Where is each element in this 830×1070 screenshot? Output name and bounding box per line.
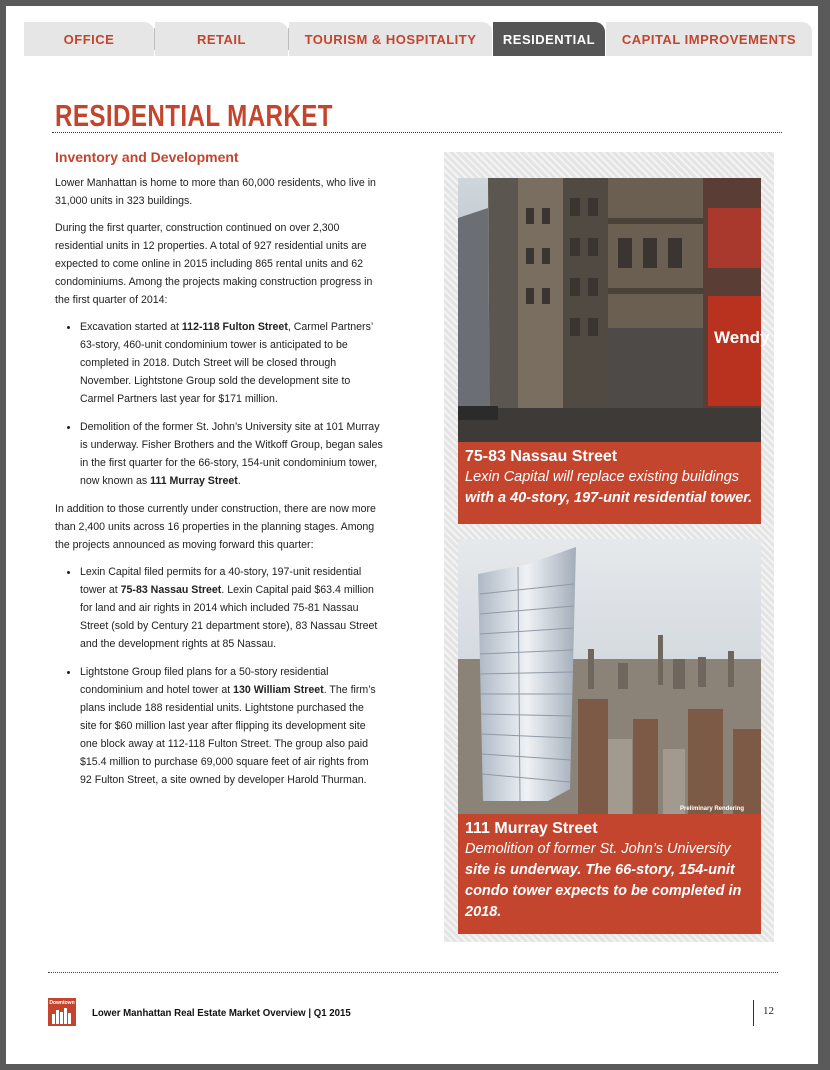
- tower-rendering-image: [458, 539, 761, 814]
- planning-list: [55, 563, 383, 789]
- tab-tourism-hospitality[interactable]: TOURISM & HOSPITALITY: [289, 22, 492, 56]
- list-item: • Lightstone Group filed plans for a 50-story residential condominium and hotel tower at 130 William Street. The firm’s plans include 188 residential units. Lightstone purchased the site for $60 million last year after flipping its development site one block away at 112-118 Fulton Street. The group also paid $15.4 million to purchase 69,000 square feet of air rights from 92 Fulton Street, a site owned by developer Harold Thurman.: [79, 663, 383, 789]
- planning-paragraph: In addition to those currently under construction, there are now more than 2,400 units across 16 properties in the planning stages. Among the projects announced as moving forward this quarter:: [55, 503, 376, 551]
- list-item: • Excavation started at 112-118 Fulton Street, Carmel Partners’ 63-story, 460-unit condominium tower is anticipated to be completed in 2018. Dutch Street will be closed through November. Lightstone Group sold the development site to Carmel Partners last year for $171 million.: [79, 318, 383, 408]
- street-scene-image: [458, 178, 770, 442]
- heading-divider: [52, 132, 782, 133]
- rendering-label: Preliminary Rendering: [680, 806, 745, 812]
- section-subhead: Inventory and Development: [55, 149, 239, 165]
- footer-title: Lower Manhattan Real Estate Market Overview | Q1 2015: [92, 1007, 351, 1019]
- murray-street-card: [458, 814, 761, 934]
- page-number: 12: [763, 1005, 774, 1017]
- main-column: [55, 148, 383, 799]
- construction-paragraph: During the first quarter, construction continued on over 2,300 residential units in 12 properties. A total of 927 residential units are expected to come online in 2015 including 865 rental units and 62 condominiums. Among the projects making construction progress in the first quarter of 2014:: [55, 222, 373, 306]
- nassau-street-card: [458, 442, 761, 524]
- page: [6, 6, 818, 1064]
- tab-capital-improvements[interactable]: CAPITAL IMPROVEMENTS: [606, 22, 812, 56]
- nassau-street-photo: [458, 178, 770, 442]
- card-text: Lexin Capital will replace existing buildings with a 40-story, 197-unit residential tower.: [465, 469, 753, 506]
- footer-divider: [48, 972, 778, 973]
- card-title: 111 Murray Street: [465, 820, 598, 837]
- skyline-icon: [48, 998, 76, 1026]
- page-number-divider: [753, 1000, 754, 1026]
- wendys-sign: Wendy: [714, 328, 770, 347]
- list-item: • Lexin Capital filed permits for a 40-story, 197-unit residential tower at 75-83 Nassau Street. Lexin Capital paid $63.4 million for land and air rights in 2014 which included 75-81 Nassau Street (sold by Century 21 department store), 83 Nassau Street and the development rights at 85 Nassau.: [79, 563, 383, 653]
- card-title: 75-83 Nassau Street: [465, 448, 618, 465]
- murray-street-rendering: [458, 539, 761, 814]
- intro-paragraph: Lower Manhattan is home to more than 60,000 residents, who live in 31,000 units in 323 buildings.: [55, 177, 376, 207]
- list-item: • Demolition of the former St. John’s University site at 101 Murray is underway. Fisher Brothers and the Witkoff Group, began sales in the first quarter for the 66-story, 154-unit condominium tower, now known as 111 Murray Street.: [79, 418, 383, 490]
- downtown-logo: Downtown: [48, 998, 76, 1026]
- tab-office[interactable]: OFFICE: [24, 22, 154, 56]
- section-tabs: [24, 22, 812, 56]
- sidebar: [444, 152, 774, 942]
- card-text: Demolition of former St. John’s University site is underway. The 66-story, 154-unit condo tower expects to be completed in 2018.: [465, 841, 742, 920]
- tab-retail[interactable]: RETAIL: [155, 22, 288, 56]
- construction-list: [55, 318, 383, 490]
- tab-residential[interactable]: RESIDENTIAL: [493, 22, 605, 56]
- page-title: RESIDENTIAL MARKET: [55, 98, 333, 133]
